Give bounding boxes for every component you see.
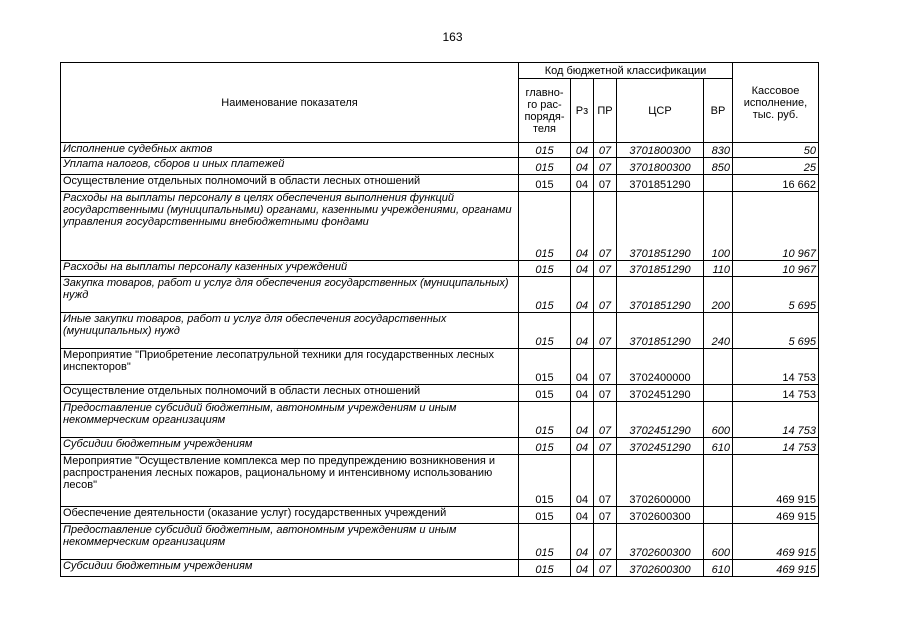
cell-glav: 015 <box>519 385 571 402</box>
cell-pr: 07 <box>594 507 617 524</box>
cell-pr: 07 <box>594 438 617 455</box>
cell-rz: 04 <box>571 277 594 313</box>
header-name: Наименование показателя <box>61 63 519 143</box>
cell-amount: 14 753 <box>733 402 819 438</box>
header-pr: ПР <box>594 79 617 143</box>
cell-rz: 04 <box>571 175 594 192</box>
cell-vr <box>704 175 733 192</box>
cell-amount: 10 967 <box>733 261 819 277</box>
cell-vr <box>704 385 733 402</box>
cell-amount: 469 915 <box>733 455 819 507</box>
table-row <box>61 277 819 313</box>
cell-rz: 04 <box>571 385 594 402</box>
cell-amount: 16 662 <box>733 175 819 192</box>
cell-name: Расходы на выплаты персоналу казенных учреждений <box>61 261 519 277</box>
cell-vr: 600 <box>704 524 733 560</box>
cell-rz: 04 <box>571 438 594 455</box>
cell-amount: 5 695 <box>733 277 819 313</box>
cell-rz: 04 <box>571 313 594 349</box>
cell-csr: 3702600300 <box>617 524 704 560</box>
cell-name: Обеспечение деятельности (оказание услуг) государственных учреждений <box>61 507 519 524</box>
cell-glav: 015 <box>519 438 571 455</box>
cell-vr <box>704 455 733 507</box>
header-vr: ВР <box>704 79 733 143</box>
cell-pr: 07 <box>594 385 617 402</box>
table-row <box>61 560 819 577</box>
cell-rz: 04 <box>571 524 594 560</box>
table-row <box>61 524 819 560</box>
cell-vr: 110 <box>704 261 733 277</box>
cell-csr: 3702600300 <box>617 560 704 577</box>
cell-pr: 07 <box>594 313 617 349</box>
table-row <box>61 507 819 524</box>
cell-pr: 07 <box>594 560 617 577</box>
cell-csr: 3702400000 <box>617 349 704 385</box>
cell-csr: 3701851290 <box>617 313 704 349</box>
cell-glav: 015 <box>519 455 571 507</box>
cell-glav: 015 <box>519 143 571 158</box>
header-code-group: Код бюджетной классификации <box>519 63 733 79</box>
cell-glav: 015 <box>519 158 571 175</box>
cell-glav: 015 <box>519 402 571 438</box>
table-row <box>61 455 819 507</box>
cell-name: Уплата налогов, сборов и иных платежей <box>61 158 519 175</box>
cell-vr: 100 <box>704 192 733 261</box>
cell-glav: 015 <box>519 349 571 385</box>
cell-glav: 015 <box>519 277 571 313</box>
table-row <box>61 192 819 261</box>
table-row <box>61 175 819 192</box>
cell-pr: 07 <box>594 277 617 313</box>
cell-vr: 240 <box>704 313 733 349</box>
cell-name: Осуществление отдельных полномочий в области лесных отношений <box>61 175 519 192</box>
table-row <box>61 143 819 158</box>
header-glav: главно-го рас-порядя-теля <box>519 79 571 143</box>
cell-vr <box>704 349 733 385</box>
cell-vr: 200 <box>704 277 733 313</box>
cell-name: Закупка товаров, работ и услуг для обеспечения государственных (муниципальных) нужд <box>61 277 519 313</box>
table-row <box>61 158 819 175</box>
header-rz: Рз <box>571 79 594 143</box>
cell-name: Мероприятие "Приобретение лесопатрульной техники для государственных лесных инспекторов" <box>61 349 519 385</box>
cell-rz: 04 <box>571 192 594 261</box>
cell-amount: 469 915 <box>733 560 819 577</box>
cell-pr: 07 <box>594 524 617 560</box>
header-amount: Кассовое исполнение, тыс. руб. <box>733 63 819 143</box>
cell-name: Предоставление субсидий бюджетным, автономным учреждениям и иным некоммерческим организациям <box>61 402 519 438</box>
cell-name: Иные закупки товаров, работ и услуг для обеспечения государственных (муниципальных) нужд <box>61 313 519 349</box>
cell-name: Осуществление отдельных полномочий в области лесных отношений <box>61 385 519 402</box>
cell-csr: 3701800300 <box>617 143 704 158</box>
cell-csr: 3702451290 <box>617 385 704 402</box>
cell-name: Субсидии бюджетным учреждениям <box>61 560 519 577</box>
cell-amount: 14 753 <box>733 385 819 402</box>
cell-glav: 015 <box>519 524 571 560</box>
cell-rz: 04 <box>571 507 594 524</box>
cell-csr: 3702600000 <box>617 455 704 507</box>
cell-name: Предоставление субсидий бюджетным, автономным учреждениям и иным некоммерческим организациям <box>61 524 519 560</box>
cell-csr: 3701851290 <box>617 261 704 277</box>
budget-table <box>60 62 819 577</box>
cell-amount: 5 695 <box>733 313 819 349</box>
cell-csr: 3701800300 <box>617 158 704 175</box>
cell-pr: 07 <box>594 261 617 277</box>
cell-rz: 04 <box>571 349 594 385</box>
cell-csr: 3701851290 <box>617 175 704 192</box>
table-row <box>61 349 819 385</box>
cell-rz: 04 <box>571 143 594 158</box>
cell-pr: 07 <box>594 143 617 158</box>
cell-csr: 3701851290 <box>617 277 704 313</box>
page-number: 163 <box>442 30 463 44</box>
cell-csr: 3701851290 <box>617 192 704 261</box>
table-row <box>61 385 819 402</box>
table-body <box>61 143 819 577</box>
cell-rz: 04 <box>571 261 594 277</box>
cell-vr: 610 <box>704 438 733 455</box>
cell-pr: 07 <box>594 192 617 261</box>
cell-rz: 04 <box>571 560 594 577</box>
table-row <box>61 402 819 438</box>
cell-amount: 469 915 <box>733 507 819 524</box>
cell-pr: 07 <box>594 175 617 192</box>
cell-name: Расходы на выплаты персоналу в целях обеспечения выполнения функций государственными (муниципальными) органами, казенными учреждениями, органами управления государственными внебюджетными фондами <box>61 192 519 261</box>
cell-vr <box>704 507 733 524</box>
table-row <box>61 261 819 277</box>
cell-glav: 015 <box>519 175 571 192</box>
cell-vr: 610 <box>704 560 733 577</box>
cell-csr: 3702451290 <box>617 438 704 455</box>
table-row <box>61 313 819 349</box>
cell-glav: 015 <box>519 261 571 277</box>
cell-csr: 3702451290 <box>617 402 704 438</box>
cell-amount: 14 753 <box>733 438 819 455</box>
cell-name: Мероприятие "Осуществление комплекса мер по предупреждению возникновения и распространения лесных пожаров, рациональному и интенсивному использованию лесов" <box>61 455 519 507</box>
cell-vr: 830 <box>704 143 733 158</box>
cell-glav: 015 <box>519 192 571 261</box>
cell-glav: 015 <box>519 560 571 577</box>
cell-amount: 25 <box>733 158 819 175</box>
cell-pr: 07 <box>594 158 617 175</box>
cell-amount: 469 915 <box>733 524 819 560</box>
cell-csr: 3702600300 <box>617 507 704 524</box>
cell-name: Субсидии бюджетным учреждениям <box>61 438 519 455</box>
cell-vr: 850 <box>704 158 733 175</box>
cell-pr: 07 <box>594 455 617 507</box>
cell-glav: 015 <box>519 507 571 524</box>
cell-rz: 04 <box>571 455 594 507</box>
cell-rz: 04 <box>571 402 594 438</box>
cell-amount: 50 <box>733 143 819 158</box>
header-csr: ЦСР <box>617 79 704 143</box>
table-row <box>61 438 819 455</box>
cell-pr: 07 <box>594 349 617 385</box>
cell-amount: 14 753 <box>733 349 819 385</box>
cell-amount: 10 967 <box>733 192 819 261</box>
table-header <box>61 63 819 143</box>
cell-vr: 600 <box>704 402 733 438</box>
cell-rz: 04 <box>571 158 594 175</box>
cell-name: Исполнение судебных актов <box>61 143 519 158</box>
cell-glav: 015 <box>519 313 571 349</box>
cell-pr: 07 <box>594 402 617 438</box>
